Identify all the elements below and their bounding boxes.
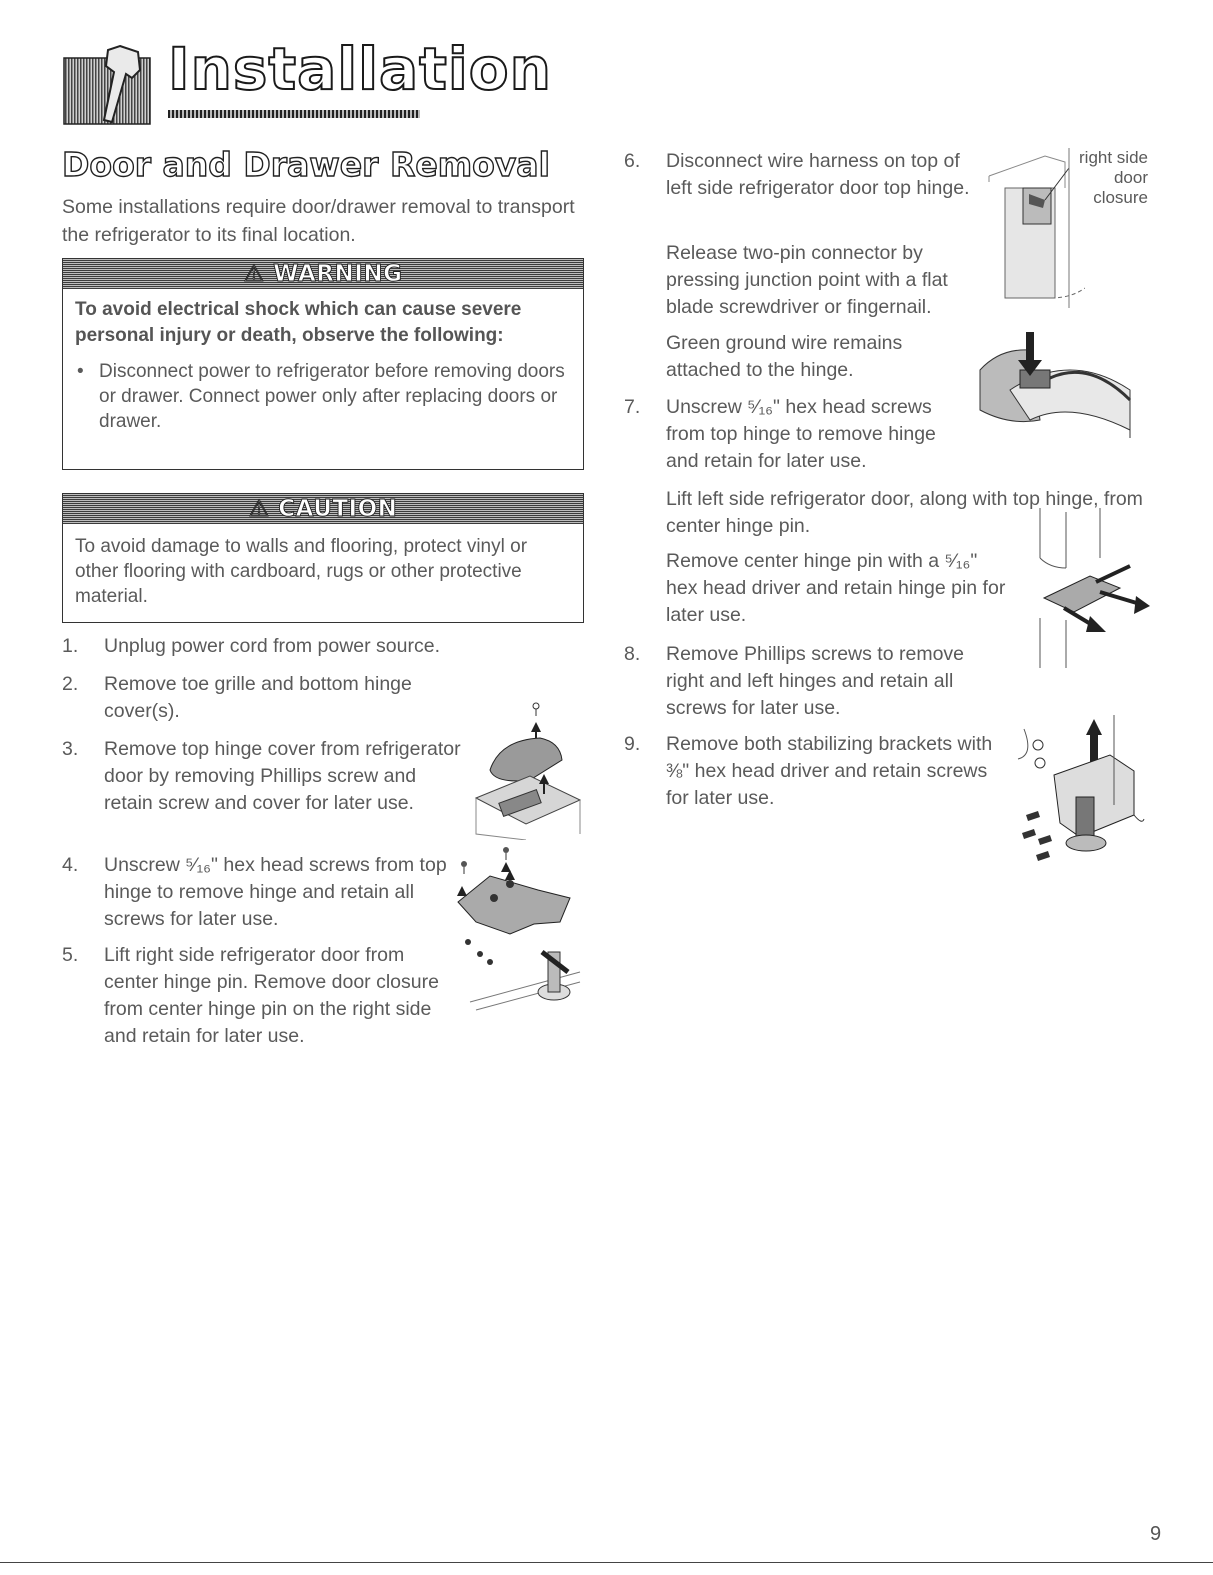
page-header-title: Installation <box>168 35 552 103</box>
step-number: 8. <box>624 643 641 665</box>
step-number: 4. <box>62 854 79 876</box>
step-text: Remove top hinge cover from refrigerator door by removing Phillips screw and retain screw and cover for later use. <box>104 738 461 814</box>
step-7-paragraph-2: Lift left side refrigerator door, along with top hinge, from center hinge pin. <box>666 488 1143 537</box>
right-side-door-closure-label: right side door closure <box>1079 148 1148 207</box>
bottom-rule <box>0 1562 1213 1563</box>
step-text: Unscrew ⁵⁄₁₆" hex head screws from top hinge to remove hinge and retain all screws for later use. <box>104 854 447 930</box>
center-hinge-pin-illustration <box>1030 508 1155 668</box>
caution-text: To avoid damage to walls and flooring, protect vinyl or other flooring with cardboard, rugs or other protective material. <box>75 536 528 607</box>
step-5 <box>62 942 462 1050</box>
caution-box <box>62 493 584 623</box>
step-text: Lift right side refrigerator door from center hinge pin. Remove door closure from center hinge pin on the right side and retain for later use. <box>104 944 439 1047</box>
step-6 <box>624 148 974 202</box>
step-3 <box>62 736 462 817</box>
step-text: Remove toe grille and bottom hinge cover(s). <box>104 673 412 722</box>
step-text: Unplug power cord from power source. <box>104 635 440 657</box>
step-4 <box>62 852 462 933</box>
page-number: 9 <box>1150 1523 1162 1545</box>
step-number: 9. <box>624 733 641 755</box>
wire-harness-connector-illustration <box>970 330 1140 440</box>
step-number: 6. <box>624 150 641 172</box>
step-text: Remove Phillips screws to remove right and left hinges and retain all screws for later use. <box>666 643 965 719</box>
step-9 <box>624 731 994 812</box>
caution-header <box>63 494 583 524</box>
section-intro: Some installations require door/drawer removal to transport the refrigerator to its final location. <box>62 196 575 246</box>
bullet-icon: • <box>77 361 84 382</box>
warning-lead-text: To avoid electrical shock which can cause severe personal injury or death, observe the following: <box>75 299 522 346</box>
top-hinge-cover-illustration <box>470 700 585 840</box>
section-title: Door and Drawer Removal <box>62 145 550 184</box>
caution-icon: ⚠ <box>248 496 279 522</box>
step-number: 2. <box>62 673 79 695</box>
stabilizing-bracket-illustration <box>1010 715 1145 875</box>
door-closure-illustration <box>985 148 1085 308</box>
step-number: 3. <box>62 738 79 760</box>
top-hinge-screws-illustration <box>450 842 585 1017</box>
step-8 <box>624 641 994 722</box>
header-underline <box>168 110 420 118</box>
step-text: Remove both stabilizing brackets with ⅜" hex head driver and retain screws for later use. <box>666 733 993 809</box>
step-7-paragraph-3: Remove center hinge pin with a ⁵⁄₁₆" hex head driver and retain hinge pin for later use. <box>666 550 1006 626</box>
step-text: Disconnect wire harness on top of left side refrigerator door top hinge. <box>666 150 970 199</box>
warning-header <box>63 259 583 289</box>
wrench-icon <box>62 44 154 130</box>
warning-bullet-text: Disconnect power to refrigerator before removing doors or drawer. Connect power only after replacing doors or drawer. <box>99 361 565 432</box>
step-7 <box>624 394 969 475</box>
step-6-paragraph-2: Release two-pin connector by pressing junction point with a flat blade screwdriver or fingernail. <box>666 242 948 318</box>
step-1 <box>62 633 502 660</box>
step-number: 1. <box>62 635 79 657</box>
caution-label: CAUTION <box>278 496 398 522</box>
step-number: 7. <box>624 396 641 418</box>
step-number: 5. <box>62 944 79 966</box>
warning-bullet <box>77 359 573 434</box>
step-text: Unscrew ⁵⁄₁₆" hex head screws from top hinge to remove hinge and retain for later use. <box>666 396 936 472</box>
step-2 <box>62 671 462 725</box>
step-6-paragraph-3: Green ground wire remains attached to the hinge. <box>666 332 903 381</box>
warning-icon: ⚠ <box>243 261 274 287</box>
warning-box <box>62 258 584 470</box>
warning-label: WARNING <box>273 261 403 287</box>
